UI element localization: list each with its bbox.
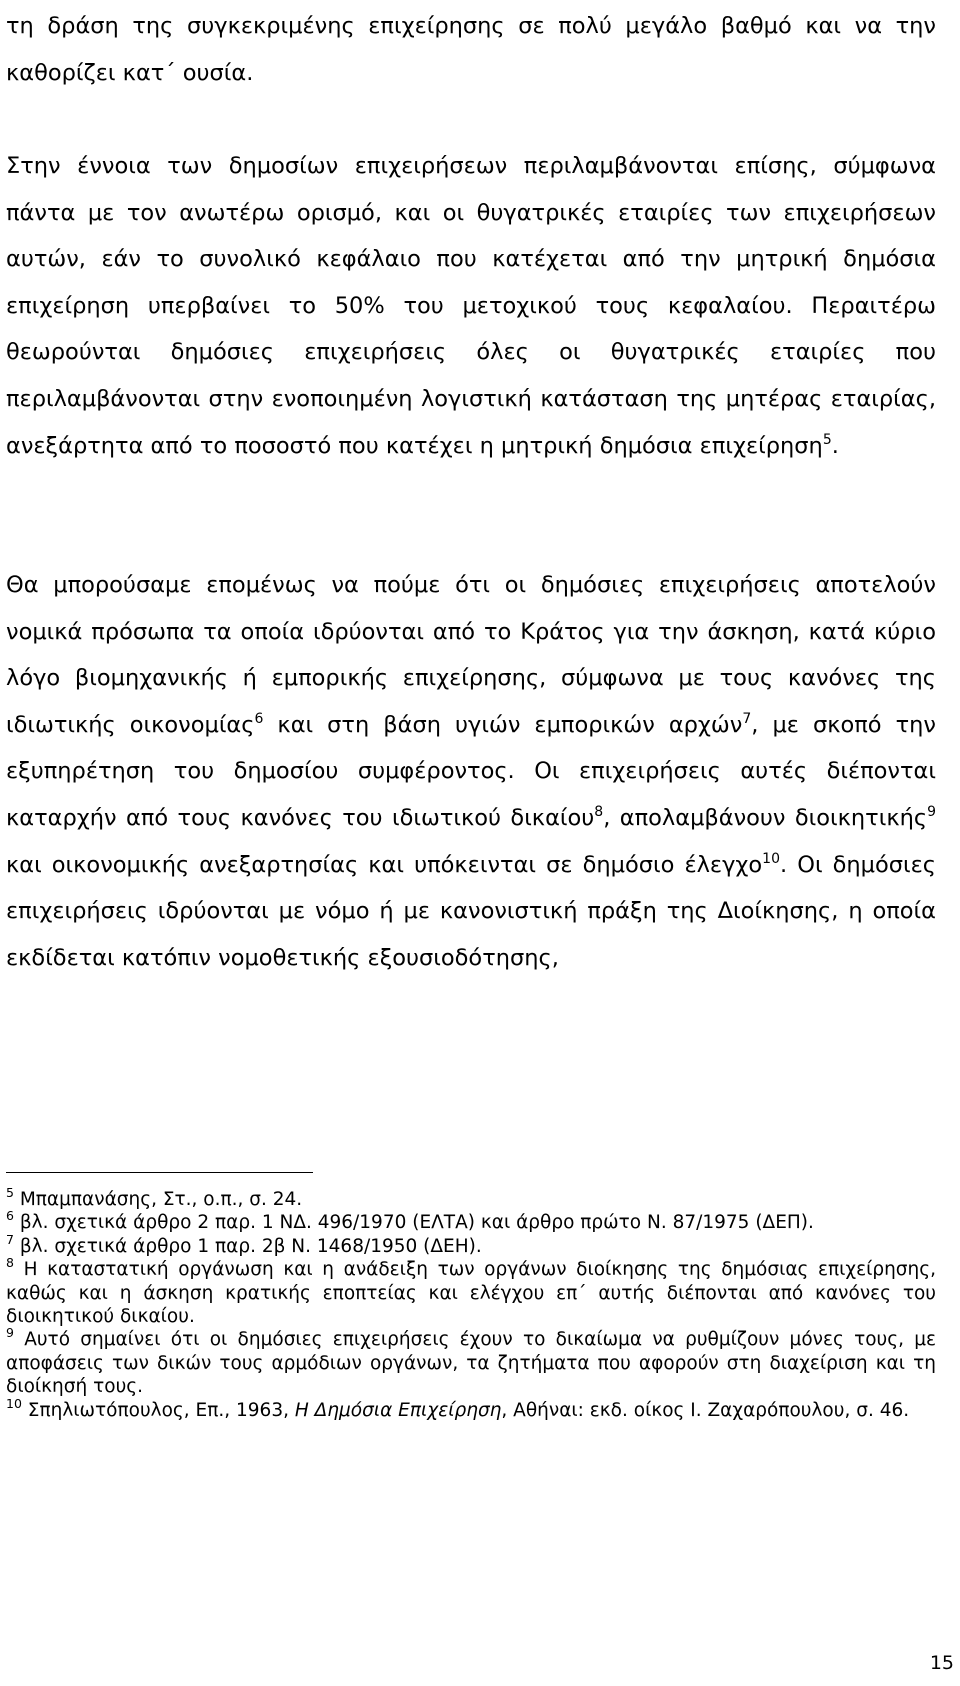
footnote-9 [6,1325,936,1398]
footnote-ref-10[interactable]: 10 [762,850,780,867]
paragraph-text: και στη βάση υγιών εμπορικών αρχών [263,711,743,738]
footnote-text: Μπαμπανάσης, Στ., ο.π., σ. 24. [13,1189,303,1210]
footnote-6 [6,1208,936,1234]
paragraph-text: Στην έννοια των δημοσίων επιχειρήσεων περιλαμβάνονται επίσης, σύμφωνα πάντα με τον ανωτέρω ορισμό, και οι θυγατρικές εταιρίες των επιχειρήσεων αυτών, εάν το συνολικό κεφάλαιο που κατέχεται από την μητρική δημόσια επιχείρηση υπερβαίνει το 50% του μετοχικού τους κεφαλαίου. Περαιτέρω θεωρούνται δημόσιες επιχειρήσεις όλες οι θυγατρικές εταιρίες που περιλαμβάνονται στην ενοποιημένη λογιστική κατάσταση της μητέρας εταιρίας, ανεξάρτητα από το ποσοστό που κατέχει η μητρική δημόσια επιχείρηση [6,153,936,459]
footnote-ref-6[interactable]: 6 [254,710,264,727]
footnote-ref-5[interactable]: 5 [822,431,832,448]
paragraph-text: Θα μπορούσαμε επομένως να πούμε ότι οι δημόσιες επιχειρήσεις αποτελούν νομικά πρόσωπα τα οποία ιδρύονται από το Κράτος για την άσκηση, κατά κύριο λόγο βιομηχανικής ή εμπορικής επιχείρησης, σύμφωνα με τους κανόνες της ιδιωτικής οικονομίας [6,572,936,738]
footnotes-section [6,1185,936,1422]
footnote-number: 10 [6,1395,22,1411]
footnote-text: Αυτό σημαίνει ότι οι δημόσιες επιχειρήσεις έχουν το δικαίωμα να ρυθμίζουν μόνες τους, με αποφάσεις των δικών τους αρμόδιων οργάνων, τα ζητήματα που αφορούν στη διαχείριση και τη διοίκησή τους. [6,1329,936,1398]
footnote-text: Η καταστατική οργάνωση και η ανάδειξη των οργάνων διοίκησης της δημόσιας επιχείρησης, καθώς και η άσκηση κρατικής εποπτείας και ελέγχου επ΄ αυτής διέπονται από κανόνες του διοικητικού δικαίου. [6,1259,936,1328]
footnote-separator [6,1172,313,1173]
footnote-ref-9[interactable]: 9 [927,803,936,820]
footnote-number: 8 [6,1255,14,1271]
footnote-text: βλ. σχετικά άρθρο 2 παρ. 1 ΝΔ. 496/1970 (ΕΛΤΑ) και άρθρο πρώτο Ν. 87/1975 (ΔΕΠ). [13,1212,814,1234]
footnote-number: 7 [6,1231,14,1247]
cited-book-title: Η Δημόσια Επιχείρηση [294,1399,502,1421]
footnote-number: 6 [6,1208,14,1224]
page-number: 15 [929,1652,954,1674]
paragraph-subsidiaries [6,143,936,469]
paragraph-text: . [831,432,839,459]
paragraph-text: και οικονομικής ανεξαρτησίας και υπόκεινται σε δημόσιο έλεγχο [6,851,763,878]
paragraph-text: , απολαμβάνουν διοικητικής [603,804,928,831]
footnote-number: 9 [6,1325,14,1341]
footnote-10 [6,1395,936,1422]
footnote-ref-8[interactable]: 8 [594,803,604,820]
paragraph-definition [6,562,936,981]
paragraph-text: . Οι δημόσιες επιχειρήσεις ιδρύονται με νόμο ή με κανονιστική πράξη της Διοίκησης, η οποία εκδίδεται κατόπιν νομοθετικής εξουσιοδότησης, [6,851,936,971]
paragraph-continuation: τη δράση της συγκεκριμένης επιχείρησης σε πολύ μεγάλο βαθμό και να την καθορίζει κατ΄ ουσία. [6,13,936,86]
footnote-7 [6,1231,936,1258]
footnote-ref-7[interactable]: 7 [742,710,752,727]
footnote-text: , Αθήναι: εκδ. οίκος Ι. Ζαχαρόπουλου, σ. 46. [501,1399,910,1421]
paragraph-text: , με σκοπό την εξυπηρέτηση του δημοσίου συμφέροντος. Οι επιχειρήσεις αυτές διέπονται καταρχήν από τους κανόνες του ιδιωτικού δικαίου [6,711,936,831]
footnote-5 [6,1185,936,1211]
footnote-number: 5 [6,1185,14,1200]
footnote-8 [6,1255,936,1328]
footnote-text: βλ. σχετικά άρθρο 1 παρ. 2β Ν. 1468/1950 (ΔΕΗ). [13,1235,482,1257]
footnote-text: Σπηλιωτόπουλος, Επ., 1963, [21,1399,295,1421]
